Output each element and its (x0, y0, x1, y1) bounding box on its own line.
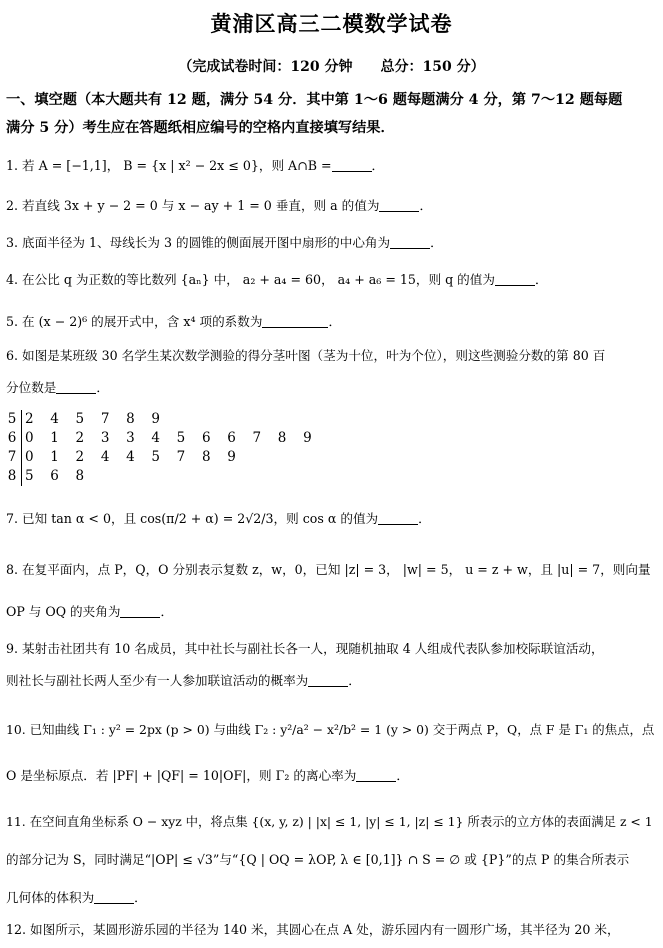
stem-leaf-plot (6, 410, 318, 486)
question-text: 在公比 q 为正数的等比数列 {aₙ} 中， a₂ + a₄ = 60， a₄ + a₆ = 15，则 q 的值为 (22, 272, 495, 287)
question-number: 2. (6, 198, 19, 213)
question-4 (6, 264, 658, 296)
question-6-line2 (6, 372, 658, 404)
answer-blank (390, 234, 430, 249)
question-2 (6, 190, 658, 222)
question-text-end: ． (430, 235, 443, 250)
page-subtitle: （完成试卷时间：120 分钟 总分：150 分） (178, 59, 485, 75)
question-9-line2 (6, 665, 658, 697)
question-text: 已知 tan α < 0，且 cos(π/2 + α) = 2√2/3，则 cos α 的值为 (22, 511, 379, 526)
leaf-values: 0 1 2 4 4 5 7 8 9 (25, 449, 243, 465)
question-number: 9. (6, 641, 19, 656)
question-3 (6, 227, 658, 259)
question-10-line1 (6, 714, 658, 746)
question-number: 1. (6, 158, 19, 173)
answer-blank (262, 313, 328, 328)
stem-leaf-row (6, 448, 318, 467)
question-text-end: ． (418, 511, 431, 526)
question-6-line1 (6, 340, 658, 372)
question-text-end: ． (348, 673, 361, 688)
question-8-line2 (6, 596, 658, 628)
question-text: 若 A = [−1,1]， B = {x | x² − 2x ≤ 0}，则 A∩B = (22, 158, 332, 173)
leaf-values: 0 1 2 3 3 4 5 6 6 7 8 9 (25, 430, 318, 446)
question-10-line2 (6, 760, 658, 792)
question-text-end: ． (160, 604, 174, 619)
question-text-end: ． (134, 890, 147, 905)
question-text: 则社长与副社长两人至少有一人参加联谊活动的概率为 (6, 673, 309, 688)
section-heading-line1: 一、填空题（本大题共有 12 题，满分 54 分．其中第 1～6 题每题满分 4 分，第 7～12 题每题 (6, 92, 623, 108)
stem-leaf-row (6, 467, 318, 486)
stem-leaf-row (6, 410, 318, 429)
question-text: 在 (x − 2)⁶ 的展开式中，含 x⁴ 项的系数为 (22, 314, 263, 329)
question-9-line1 (6, 633, 658, 665)
question-number: 11. (6, 814, 26, 829)
question-11-line2 (6, 844, 658, 876)
question-11-line1 (6, 806, 658, 838)
question-7 (6, 503, 658, 535)
question-text: OP 与 OQ 的夹角为 (6, 604, 121, 619)
answer-blank (94, 889, 134, 904)
question-text: 某射击社团共有 10 名成员，其中社长与副社长各一人，现随机抽取 4 人组成代表队参加校际联谊活动， (22, 641, 604, 656)
stem-value: 8 (7, 468, 17, 484)
stem-value: 5 (7, 411, 17, 427)
question-text-end: ． (371, 158, 385, 173)
question-number: 10. (6, 722, 26, 737)
stem-divider (21, 467, 22, 486)
leaf-values: 2 4 5 7 8 9 (25, 411, 167, 427)
question-5 (6, 306, 658, 338)
answer-blank (332, 157, 372, 172)
answer-blank (356, 767, 396, 782)
question-number: 8. (6, 562, 19, 577)
question-number: 12. (6, 922, 27, 937)
question-text-end: ． (419, 198, 433, 213)
stem-value: 7 (7, 449, 17, 465)
question-number: 4. (6, 272, 19, 287)
question-text: 在复平面内，点 P，Q，O 分别表示复数 z，w，0，已知 |z| = 3， |w| = 5， u = z + w，且 |u| = 7，则向量 (22, 562, 651, 577)
answer-blank (379, 197, 419, 212)
section-heading-line2: 满分 5 分）考生应在答题纸相应编号的空格内直接填写结果． (6, 120, 395, 136)
question-text: O 是坐标原点．若 |PF| + |QF| = 10|OF|，则 Γ₂ 的离心率为 (6, 768, 357, 783)
question-text: 的部分记为 S，同时满足“|OP| ≤ √3”与“{Q | OQ = λOP, λ ∈ [0,1]} ∩ S = ∅ 或 {P}”的点 P 的集合所表示 (6, 852, 630, 867)
question-text: 分位数是 (6, 380, 57, 395)
stem-value: 6 (7, 430, 17, 446)
question-text: 已知曲线 Γ₁ : y² = 2px (p > 0) 与曲线 Γ₂ : y²/a² − x²/b² = 1 (y > 0) 交于两点 P，Q，点 F 是 Γ₁ 的焦点，点 (29, 722, 655, 737)
question-text-end: ． (96, 380, 109, 395)
question-1 (6, 150, 658, 182)
question-text: 若直线 3x + y − 2 = 0 与 x − ay + 1 = 0 垂直，则 a 的值为 (22, 198, 380, 213)
leaf-values: 5 6 8 (25, 468, 91, 484)
question-text-end: ． (396, 768, 409, 783)
question-8-line1 (6, 554, 658, 586)
question-text: 几何体的体积为 (6, 890, 95, 905)
question-text: 底面半径为 1、母线长为 3 的圆锥的侧面展开图中扇形的中心角为 (22, 235, 391, 250)
answer-blank (378, 510, 418, 525)
question-text-end: ． (534, 272, 548, 287)
question-text: 如图所示，某圆形游乐园的半径为 140 米，其圆心在点 A 处，游乐园内有一圆形广场，其半径为 20 米， (30, 922, 620, 937)
question-12-line1 (6, 914, 658, 946)
question-text: 在空间直角坐标系 O − xyz 中，将点集 {(x, y, z) | |x| ≤ 1, |y| ≤ 1, |z| ≤ 1} 所表示的立方体的表面满足 z < 1 (29, 814, 653, 829)
answer-blank (495, 271, 535, 286)
page-title: 黄浦区高三二模数学试卷 (210, 11, 453, 36)
stem-divider (21, 410, 22, 429)
question-number: 6. (6, 348, 19, 363)
question-text-end: ． (328, 314, 342, 329)
answer-blank (56, 379, 96, 394)
question-11-line3 (6, 882, 658, 914)
question-number: 5. (6, 314, 19, 329)
question-text: 如图是某班级 30 名学生某次数学测验的得分茎叶图（茎为十位，叶为个位），则这些测验分数的第 80 百 (22, 348, 606, 363)
answer-blank (308, 672, 348, 687)
stem-divider (21, 448, 22, 467)
stem-divider (21, 429, 22, 448)
answer-blank (120, 603, 160, 618)
question-number: 3. (6, 235, 19, 250)
question-number: 7. (6, 511, 19, 526)
stem-leaf-row (6, 429, 318, 448)
